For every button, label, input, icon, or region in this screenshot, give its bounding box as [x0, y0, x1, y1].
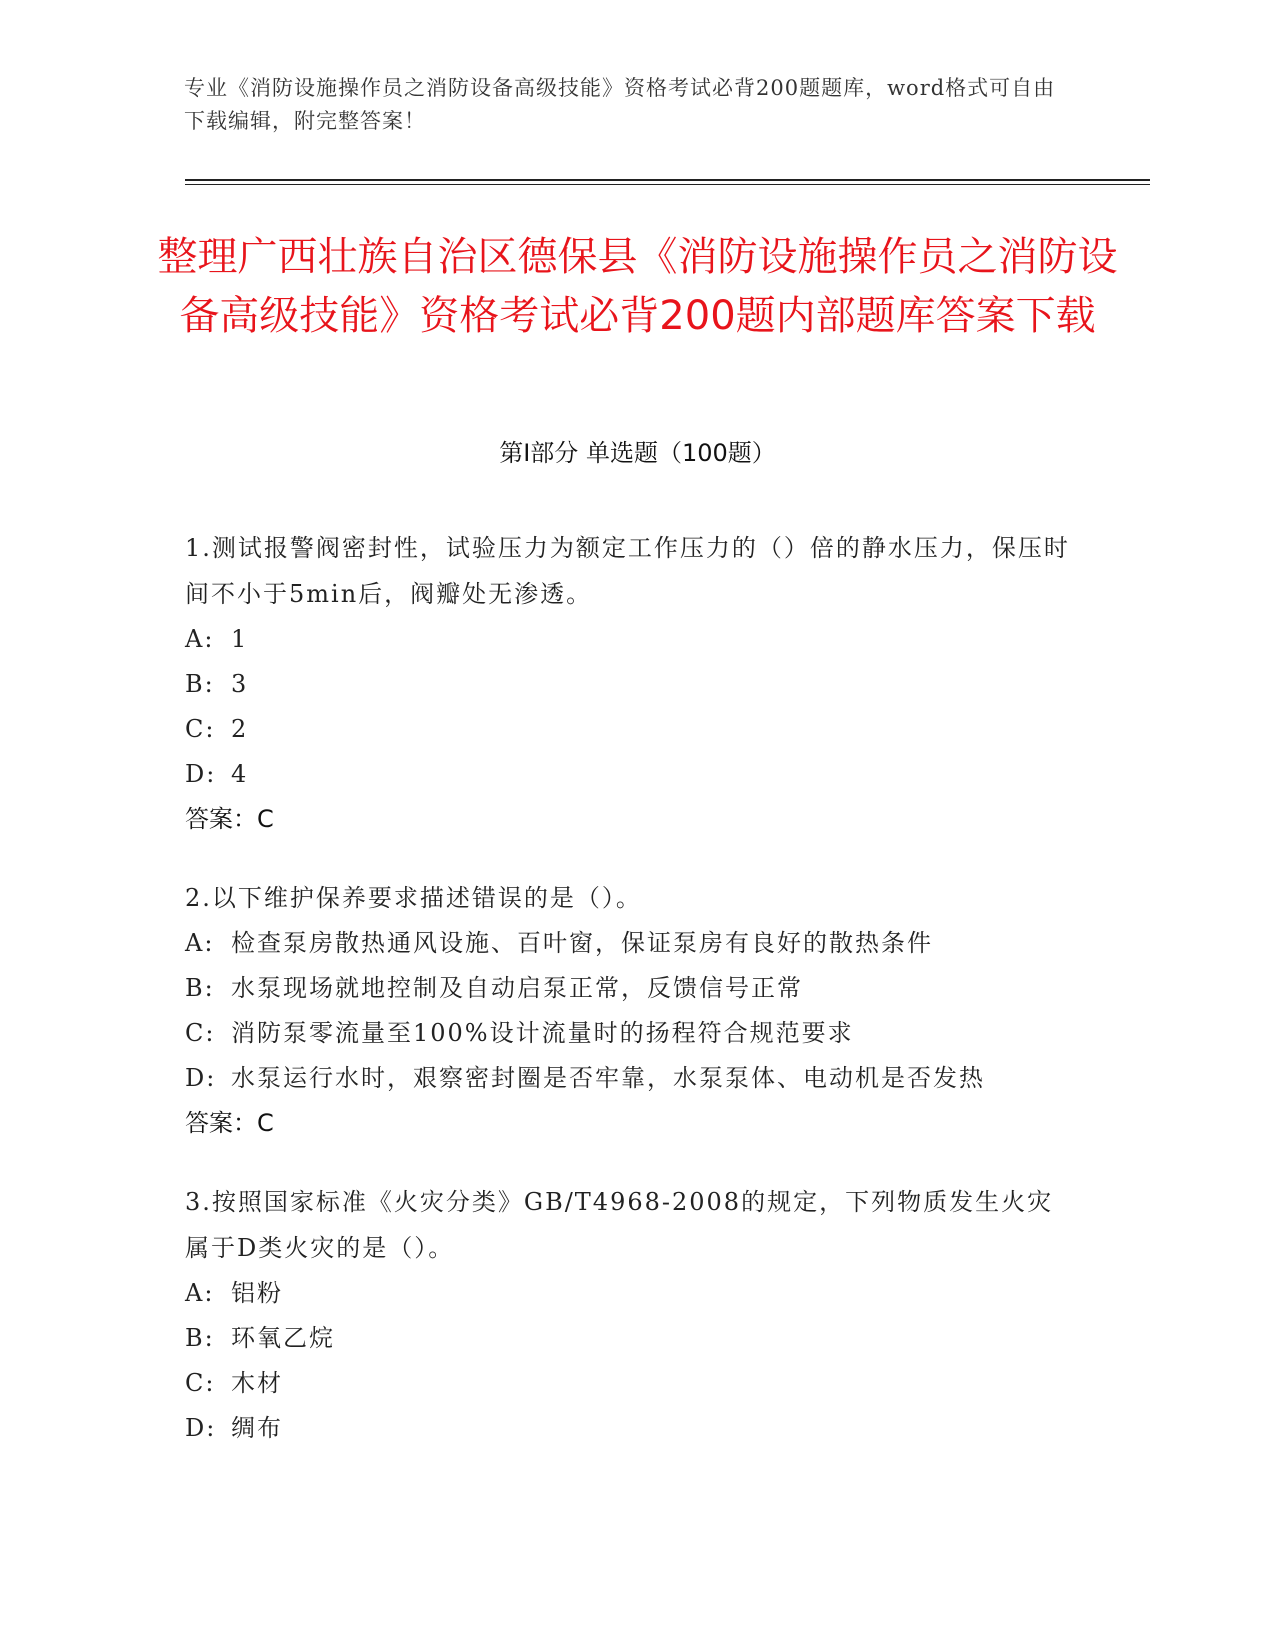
header-rule-thin — [185, 184, 1150, 185]
answer-value: C — [257, 1109, 274, 1137]
option-key: C: — [185, 1019, 216, 1047]
option-key: B: — [185, 670, 215, 698]
question-item — [185, 875, 1085, 1146]
option-key: A: — [185, 929, 215, 957]
option-text: 绸布 — [231, 1414, 283, 1442]
question-option — [185, 617, 1085, 662]
question-option — [185, 921, 1085, 966]
option-text: 4 — [231, 760, 249, 788]
question-option — [185, 752, 1085, 797]
answer-line — [185, 797, 1085, 842]
option-text: 木材 — [231, 1369, 283, 1397]
question-option — [185, 1361, 1085, 1406]
question-item — [185, 1179, 1085, 1451]
question-option — [185, 1011, 1085, 1056]
question-option — [185, 707, 1085, 752]
option-key: A: — [185, 1279, 215, 1307]
option-key: C: — [185, 1369, 216, 1397]
option-key: B: — [185, 974, 215, 1002]
question-stem: 2.以下维护保养要求描述错误的是（）。 — [185, 884, 642, 912]
question-stem: 3.按照国家标准《火灾分类》GB/T4968-2008的规定，下列物质发生火灾属于D类火灾的是（）。 — [185, 1188, 1054, 1262]
answer-label: 答案： — [185, 1109, 257, 1137]
answer-value: C — [257, 805, 274, 833]
answer-line — [185, 1101, 1085, 1146]
question-option — [185, 662, 1085, 707]
option-text: 2 — [231, 715, 249, 743]
option-text: 1 — [231, 625, 249, 653]
option-key: A: — [185, 625, 215, 653]
option-key: C: — [185, 715, 216, 743]
option-text: 水泵现场就地控制及自动启泵正常，反馈信号正常 — [231, 974, 803, 1002]
option-text: 3 — [231, 670, 249, 698]
option-key: D: — [185, 1064, 217, 1092]
option-text: 检查泵房散热通风设施、百叶窗，保证泵房有良好的散热条件 — [231, 929, 933, 957]
question-option — [185, 1406, 1085, 1451]
question-stem: 1.测试报警阀密封性，试验压力为额定工作压力的（）倍的静水压力，保压时间不小于5min后，阀瓣处无渗透。 — [185, 534, 1070, 608]
option-text: 环氧乙烷 — [231, 1324, 335, 1352]
header-rule-thick — [185, 179, 1150, 181]
section-heading: 第Ⅰ部分 单选题（100题） — [499, 439, 776, 467]
question-option — [185, 1271, 1085, 1316]
question-list — [185, 525, 1085, 1484]
option-key: D: — [185, 760, 217, 788]
answer-label: 答案： — [185, 805, 257, 833]
option-key: B: — [185, 1324, 215, 1352]
option-text: 水泵运行水时，艰察密封圈是否牢靠，水泵泵体、电动机是否发热 — [231, 1064, 985, 1092]
question-item — [185, 525, 1085, 842]
document-title: 整理广西壮族自治区德保县《消防设施操作员之消防设备高级技能》资格考试必背200题内部题库答案下载 — [157, 234, 1118, 339]
question-option — [185, 1316, 1085, 1361]
option-text: 铝粉 — [231, 1279, 283, 1307]
question-option — [185, 966, 1085, 1011]
option-key: D: — [185, 1414, 217, 1442]
question-option — [185, 1056, 1085, 1101]
option-text: 消防泵零流量至100%设计流量时的扬程符合规范要求 — [231, 1019, 854, 1047]
header-note: 专业《消防设施操作员之消防设备高级技能》资格考试必背200题题库，word格式可自由下载编辑，附完整答案！ — [184, 76, 1056, 133]
